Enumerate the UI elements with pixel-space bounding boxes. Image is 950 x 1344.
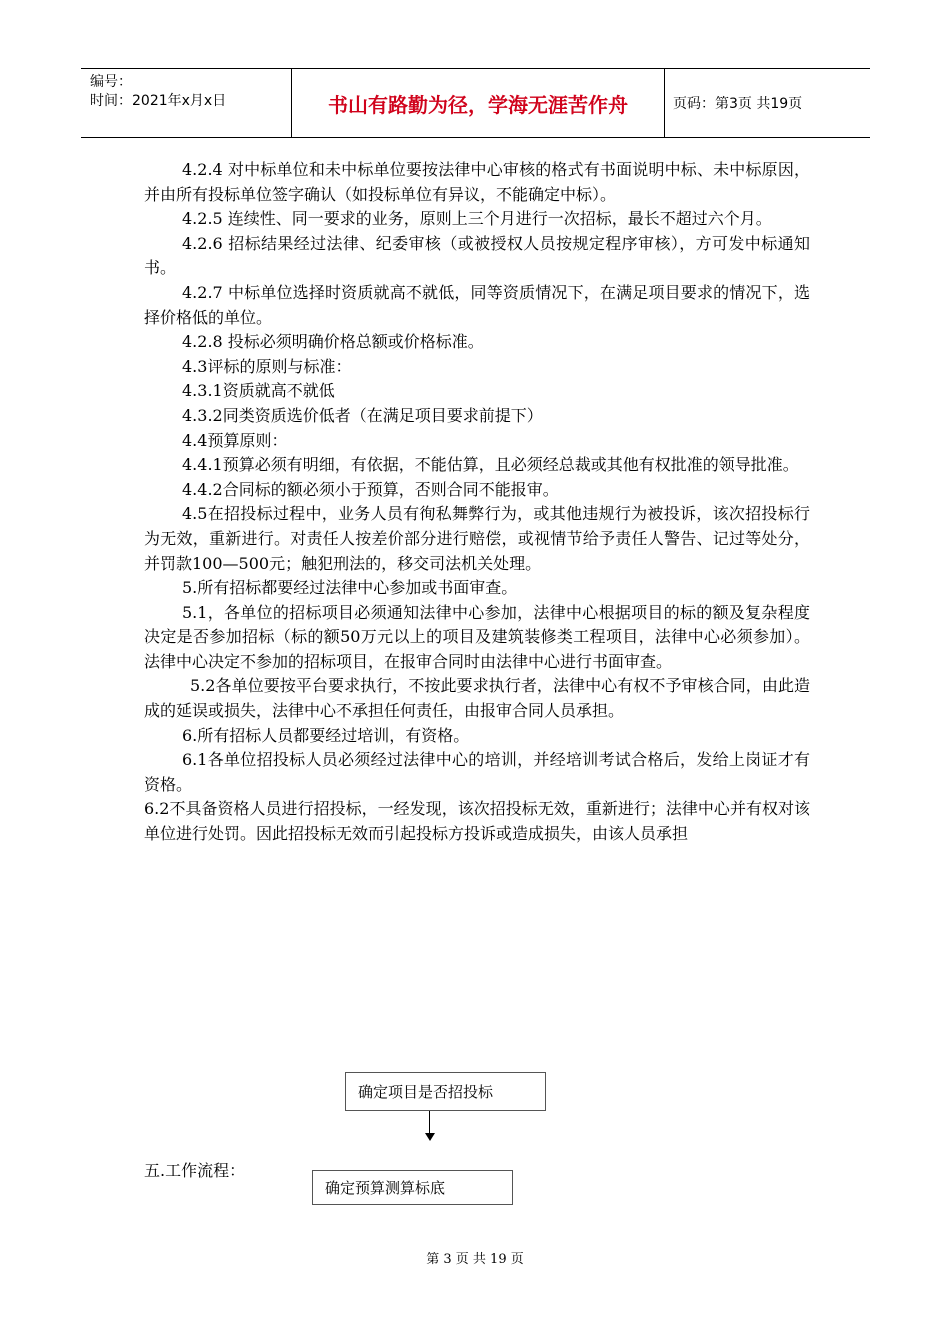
paragraph: 6.所有招标人员都要经过培训，有资格。 [182, 725, 470, 745]
header-meta [81, 69, 291, 137]
paragraph: 4.3.2同类资质选价低者（在满足项目要求前提下） [182, 405, 543, 425]
paragraph: 4.2.4 对中标单位和未中标单位要按法律中心审核的格式有书面说明中标、未中标原因，并由所有投标单位签字确认（如投标单位有异议，不能确定中标）。 [144, 160, 810, 204]
paragraph: 4.3.1资质就高不就低 [182, 381, 335, 401]
paragraph: 4.3评标的原则与标准： [182, 356, 352, 376]
header-page-info: 页码：第3页 共19页 [673, 96, 803, 112]
time-label: 时间：2021年x月x日 [90, 93, 227, 109]
paragraph: 6.2不具备资格人员进行招投标，一经发现，该次招投标无效，重新进行；法律中心并有权对该单位进行处罚。因此招投标无效而引起投标方投诉或造成损失，由该人员承担 [144, 799, 810, 844]
paragraph: 4.4预算原则： [182, 430, 288, 450]
arrow-down-icon [425, 1133, 435, 1141]
page-footer: 第 3 页 共 19 页 [426, 1252, 524, 1267]
flow-step-box: 确定预算测算标底 [312, 1170, 513, 1205]
header-motto: 书山有路勤为径，学海无涯苦作舟 [291, 69, 665, 137]
document-body [144, 158, 810, 847]
paragraph: 4.2.5 连续性、同一要求的业务，原则上三个月进行一次招标，最长不超过六个月。 [182, 209, 772, 229]
paragraph: 4.2.6 招标结果经过法律、纪委审核（或被授权人员按规定程序审核），方可发中标通知书。 [144, 233, 810, 278]
page-header [81, 68, 870, 138]
paragraph: 4.4.1预算必须有明细，有依据，不能估算，且必须经总裁或其他有权批准的领导批准。 [182, 455, 799, 475]
flow-step-box: 确定项目是否招投标 [345, 1072, 546, 1111]
paragraph: 4.2.7 中标单位选择时资质就高不就低，同等资质情况下，在满足项目要求的情况下，选择价格低的单位。 [144, 282, 810, 327]
paragraph: 4.4.2合同标的额必须小于预算，否则合同不能报审。 [182, 479, 559, 499]
flow-arrow-line [429, 1111, 430, 1133]
paragraph: 6.1各单位招投标人员必须经过法律中心的培训，并经培训考试合格后，发给上岗证才有资格。 [144, 750, 810, 794]
paragraph: 5.所有招标都要经过法律中心参加或书面审查。 [182, 578, 518, 598]
paragraph: 4.2.8 投标必须明确价格总额或价格标准。 [182, 332, 484, 352]
paragraph: 5.1，各单位的招标项目必须通知法律中心参加，法律中心根据项目的标的额及复杂程度决定是否参加招标（标的额50万元以上的项目及建筑装修类工程项目，法律中心必须参加）。法律中心决定不参加的招标项目，在报审合同时由法律中心进行书面审查。 [144, 602, 810, 671]
paragraph: 4.5在招投标过程中，业务人员有徇私舞弊行为，或其他违规行为被投诉，该次招投标行为无效，重新进行。对责任人按差价部分进行赔偿，或视情节给予责任人警告、记过等处分，并罚款100—500元；触犯刑法的，移交司法机关处理。 [144, 504, 810, 573]
paragraph: 5.2各单位要按平台要求执行，不按此要求执行者，法律中心有权不予审核合同，由此造成的延误或损失，法律中心不承担任何责任，由报审合同人员承担。 [144, 676, 810, 721]
section-heading: 五.工作流程： [144, 1161, 246, 1180]
number-label: 编号： [90, 74, 132, 90]
